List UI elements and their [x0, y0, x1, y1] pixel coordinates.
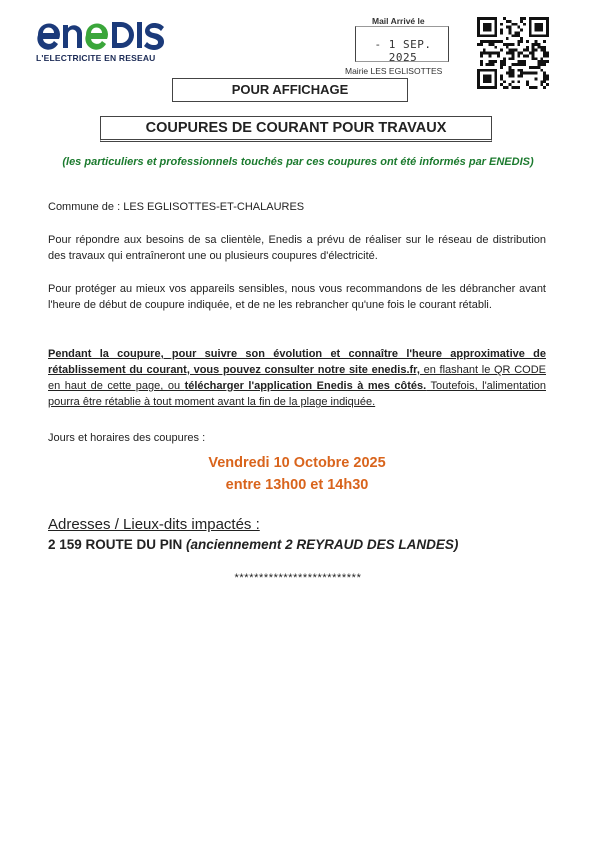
- app-download-bold: télécharger l'application Enedis à mes côtés.: [184, 380, 427, 392]
- impacted-address: [48, 537, 458, 552]
- page-title: COUPURES DE COURANT POUR TRAVAUX: [100, 116, 492, 142]
- schedule-label: Jours et horaires des coupures :: [48, 432, 206, 444]
- stamp-footer: Mairie LES EGLISOTTES: [345, 66, 443, 76]
- enedis-wordmark-icon: [36, 20, 166, 50]
- outage-date: Vendredi 10 Octobre 2025: [208, 455, 386, 471]
- commune-line: Commune de : LES EGLISOTTES-ET-CHALAURES: [48, 201, 305, 213]
- stamp-header: Mail Arrivé le: [372, 16, 425, 26]
- follow-outage-end: Toutefois, l'alimentation pourra être rétablie à tout moment avant la fin de la plage indiquée.: [48, 380, 546, 408]
- address-main: 2 159 ROUTE DU PIN: [48, 537, 187, 552]
- follow-outage-mid: en flashant le QR CODE en haut de cette page, ou: [48, 364, 546, 392]
- logo-tagline: L'ELECTRICITE EN RESEAU: [36, 53, 156, 63]
- paragraph-intro: Pour répondre aux besoins de sa clientèle, Enedis a prévu de réaliser sur le réseau de distribution des travaux qui entraîneront une ou plusieurs coupures d'électricité.: [48, 234, 546, 262]
- enedis-logo: [36, 20, 168, 63]
- paragraph-follow-outage: [48, 346, 546, 410]
- addresses-label: Adresses / Lieux-dits impactés :: [48, 516, 260, 533]
- paragraph-recommendation: Pour protéger au mieux vos appareils sensibles, nous vous recommandons de les débrancher avant l'heure de début de coupure indiquée, et de ne les rebrancher qu'une fois le courant rétabli.: [48, 283, 546, 311]
- stamp-date: - 1 SEP. 2025: [374, 38, 432, 64]
- follow-outage-bold: Pendant la coupure, pour suivre son évolution et connaître l'heure approximative de rétablissement du courant, vous pouvez consulter notre site enedis.fr,: [48, 348, 546, 376]
- separator-stars: **************************: [234, 572, 362, 584]
- pour-affichage-banner: POUR AFFICHAGE: [172, 78, 408, 102]
- qr-code-icon[interactable]: [477, 17, 549, 89]
- outage-time: entre 13h00 et 14h30: [225, 477, 369, 493]
- information-note: (les particuliers et professionnels touchés par ces coupures ont été informés par ENEDIS): [62, 156, 534, 168]
- address-former: (anciennement 2 REYRAUD DES LANDES): [186, 537, 459, 552]
